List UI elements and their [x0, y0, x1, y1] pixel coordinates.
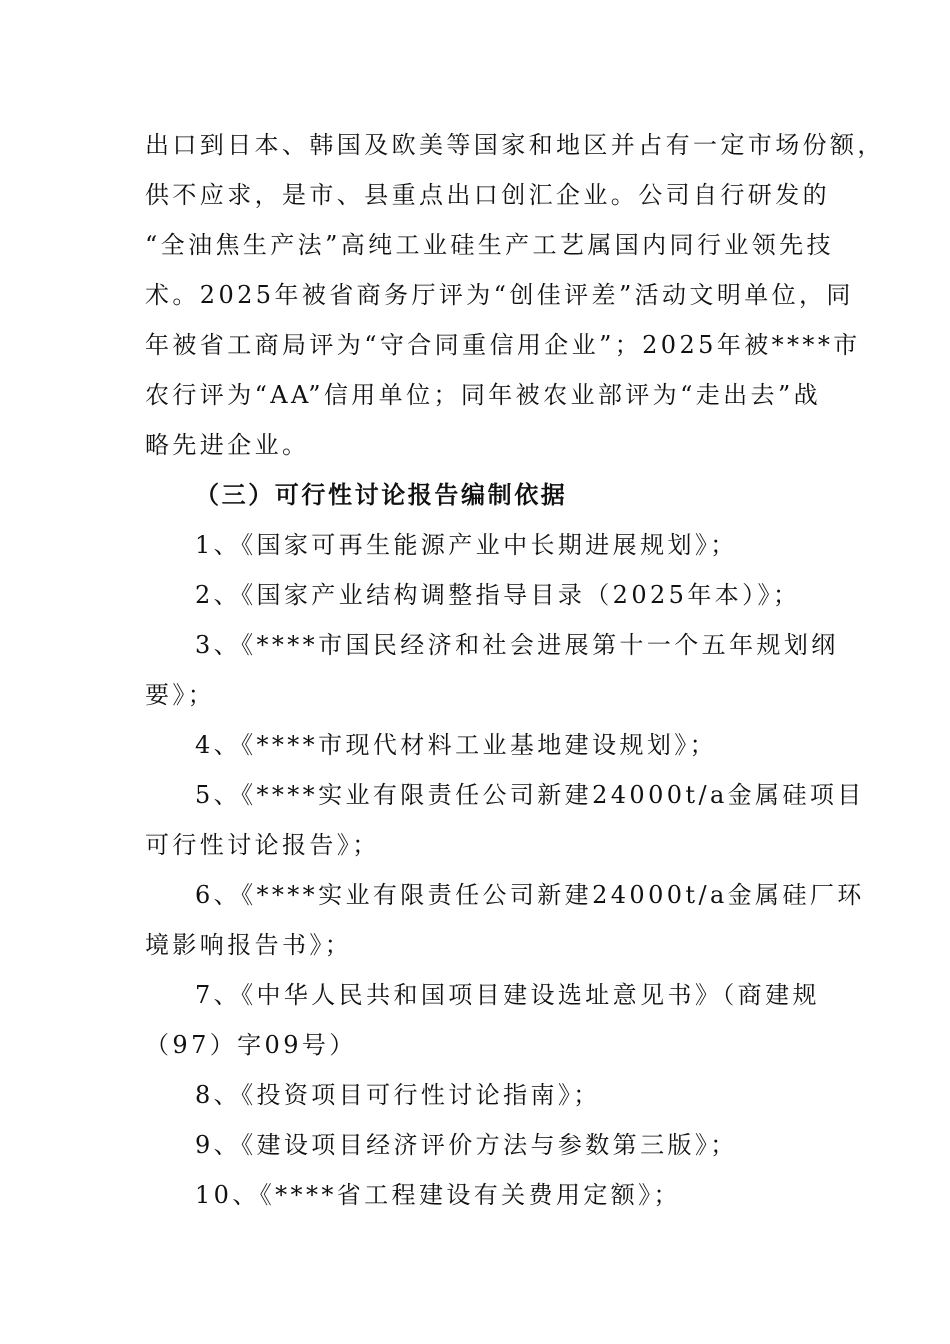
list-item-continuation: 境影响报告书》； [145, 931, 353, 959]
paragraph-line: “全油焦生产法”高纯工业硅生产工艺属国内同行业领先技 [145, 231, 834, 259]
paragraph-line: 术。2025年被省商务厅评为“创佳评差”活动文明单位，同 [145, 281, 854, 309]
list-item-continuation: （97）字09号） [145, 1031, 357, 1059]
list-item: 4、《****市现代材料工业基地建设规划》； [195, 731, 718, 759]
paragraph-line: 供不应求，是市、县重点出口创汇企业。公司自行研发的 [145, 181, 830, 209]
list-item: 6、《****实业有限责任公司新建24000t/a金属硅厂环 [195, 881, 865, 909]
paragraph-line: 年被省工商局评为“守合同重信用企业”；2025年被****市 [145, 331, 861, 359]
list-item: 7、《中华人民共和国项目建设选址意见书》（商建规 [195, 981, 820, 1009]
paragraph-line: 略先进企业。 [145, 431, 310, 459]
list-item: 3、《****市国民经济和社会进展第十一个五年规划纲 [195, 631, 839, 659]
list-item-continuation: 可行性讨论报告》； [145, 831, 380, 859]
list-item: 8、《投资项目可行性讨论指南》； [195, 1081, 601, 1109]
list-item: 1、《国家可再生能源产业中长期进展规划》； [195, 531, 738, 559]
section-heading: （三）可行性讨论报告编制依据 [195, 480, 568, 509]
paragraph-line: 出口到日本、韩国及欧美等国家和地区并占有一定市场份额， [145, 131, 885, 159]
list-item: 5、《****实业有限责任公司新建24000t/a金属硅项目 [195, 781, 865, 809]
list-item: 10、《****省工程建设有关费用定额》； [195, 1181, 681, 1209]
list-item: 2、《国家产业结构调整指导目录（2025年本）》； [195, 581, 801, 609]
list-item: 9、《建设项目经济评价方法与参数第三版》； [195, 1131, 738, 1159]
list-item-continuation: 要》； [145, 681, 216, 709]
paragraph-line: 农行评为“AA”信用单位；同年被农业部评为“走出去”战 [145, 381, 822, 409]
